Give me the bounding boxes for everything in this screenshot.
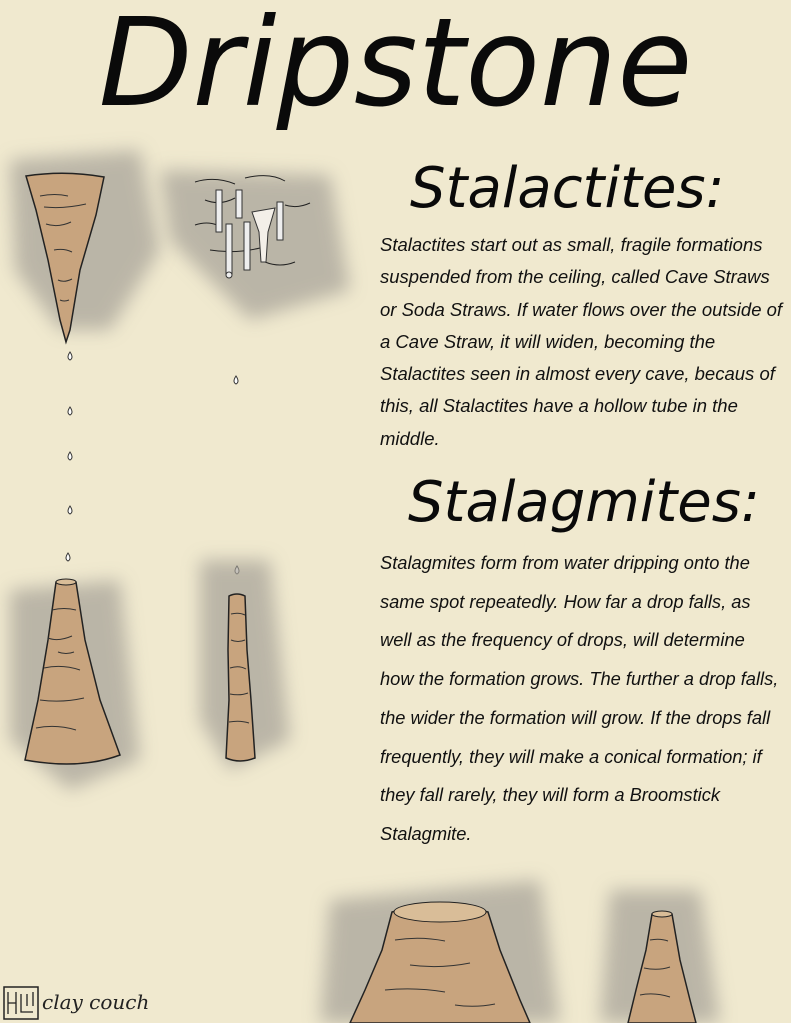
wide-stalagmite-drawing (320, 880, 560, 1023)
stalagmites-heading: Stalagmites: (408, 470, 760, 535)
water-drops (66, 352, 239, 574)
conical-stalagmite-drawing (10, 579, 140, 790)
stalactites-text: Stalactites start out as small, fragile formations suspended from the ceiling, called Cave Straws or Soda Straws. If water flows over the outside of a Cave Straw, it will widen, becoming the Stalactites seen in almost every cave, becaus of this, all Stalactites have a hollow tube in the middle. (380, 234, 783, 449)
artist-logo (3, 986, 39, 1020)
page-title: Dripstone (98, 0, 693, 134)
artist-signature: clay couch (42, 990, 150, 1014)
narrow-stalagmite-drawing (600, 890, 720, 1023)
soda-straws-drawing (160, 170, 350, 320)
stalagmites-text: Stalagmites form from water dripping onto the same spot repeatedly. How far a drop falls, as well as the frequency of drops, will determine how the formation grows. The further a drop falls, the wider the formation will grow. If the drops fall frequently, they will make a conical formation; if they fall rarely, they will form a Broomstick Stalagmite. (380, 552, 779, 844)
broomstick-stalagmite-drawing (200, 560, 290, 770)
stalactites-heading: Stalactites: (410, 156, 725, 221)
stalactite-drawing (10, 150, 160, 342)
